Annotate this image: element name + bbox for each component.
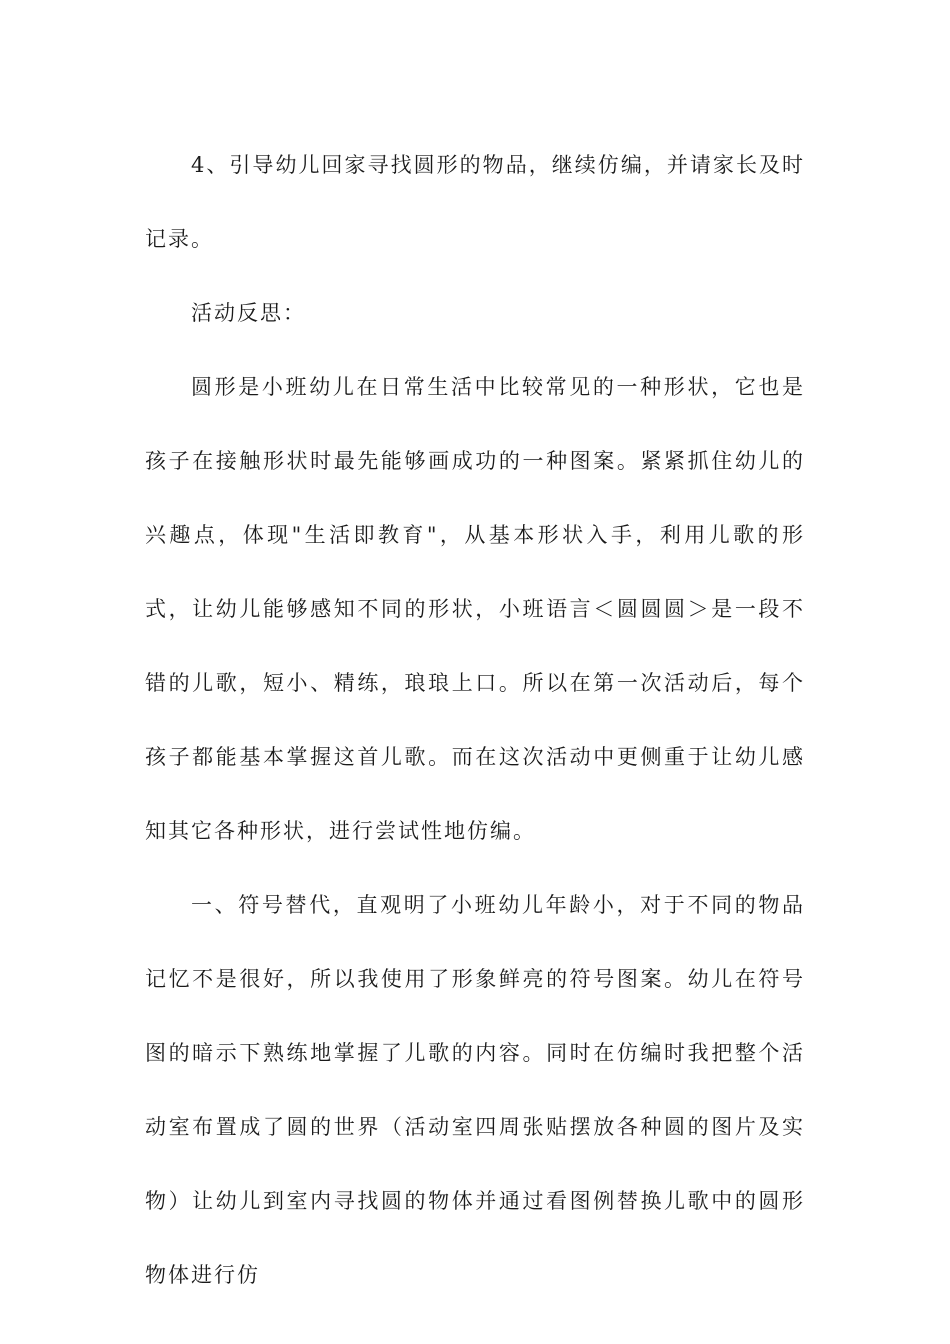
document-body <box>145 128 805 1312</box>
paragraph-reflection-heading: 活动反思： <box>191 301 306 325</box>
paragraph-homework: 4、引导幼儿回家寻找圆形的物品，继续仿编，并请家长及时记录。 <box>145 153 805 251</box>
paragraph-symbol-substitution: 一、符号替代，直观明了小班幼儿年龄小，对于不同的物品记忆不是很好，所以我使用了形象鲜亮的符号图案。幼儿在符号图的暗示下熟练地掌握了儿歌的内容。同时在仿编时我把整个活动室布置成了圆的世界（活动室四周张贴摆放各种圆的图片及实物）让幼儿到室内寻找圆的物体并通过看图例替换儿歌中的圆形物体进行仿 <box>145 893 805 1287</box>
paragraph-reflection-intro: 圆形是小班幼儿在日常生活中比较常见的一种形状，它也是孩子在接触形状时最先能够画成功的一种图案。紧紧抓住幼儿的兴趣点，体现"生活即教育"，从基本形状入手，利用儿歌的形式，让幼儿能够感知不同的形状，小班语言＜圆圆圆＞是一段不错的儿歌，短小、精练，琅琅上口。所以在第一次活动后，每个孩子都能基本掌握这首儿歌。而在这次活动中更侧重于让幼儿感知其它各种形状，进行尝试性地仿编。 <box>145 375 805 843</box>
